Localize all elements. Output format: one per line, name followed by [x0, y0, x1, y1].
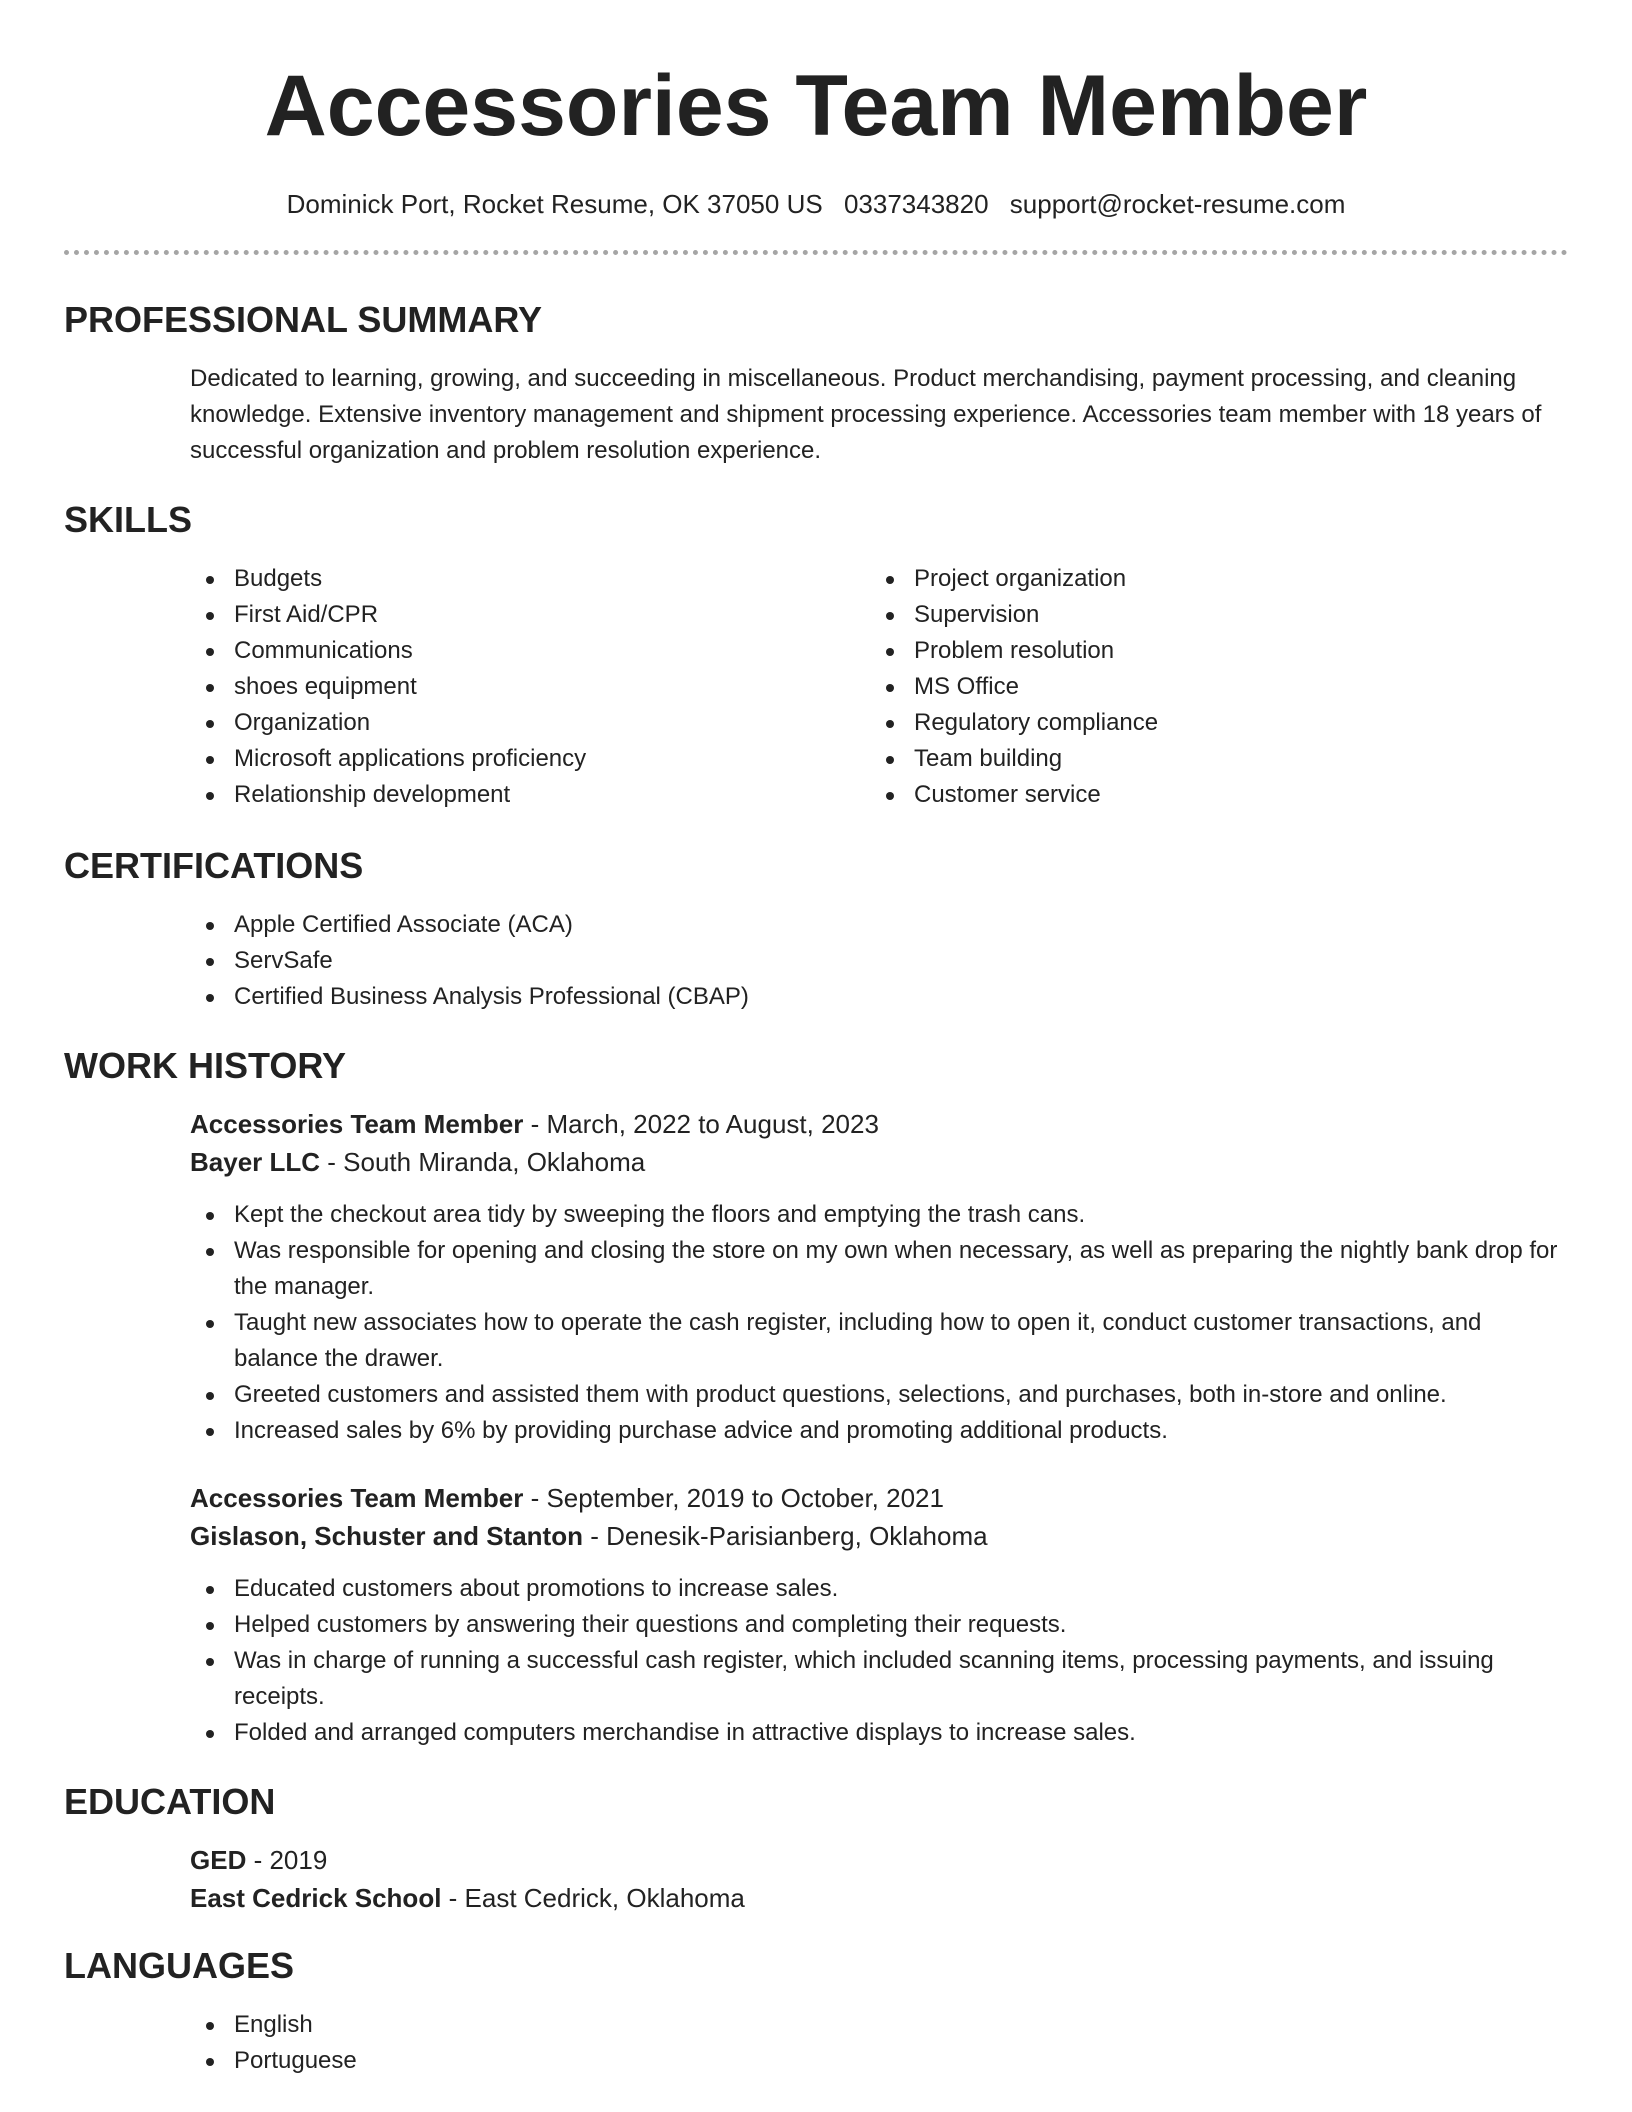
job-bullet: Helped customers by answering their questions and completing their requests.: [190, 1607, 1568, 1643]
education-degree-line: [190, 1841, 1568, 1879]
job-entry: [190, 1479, 1568, 1751]
skill-item: Relationship development: [190, 777, 870, 813]
section-certifications: [64, 845, 1568, 1015]
job-bullet: Educated customers about promotions to increase sales.: [190, 1571, 1568, 1607]
skill-item: Microsoft applications proficiency: [190, 741, 870, 777]
skill-item: Communications: [190, 633, 870, 669]
section-title-education: EDUCATION: [64, 1781, 276, 1822]
education-year: - 2019: [246, 1845, 328, 1875]
skill-item: Regulatory compliance: [870, 705, 1550, 741]
languages-list: [190, 2007, 1568, 2079]
skills-list-right: [870, 561, 1550, 813]
contact-line: [64, 188, 1568, 220]
skills-grid: [190, 561, 1568, 813]
section-title-skills: SKILLS: [64, 499, 193, 540]
skill-item: Supervision: [870, 597, 1550, 633]
job-title-line: [190, 1105, 1568, 1143]
skill-item: MS Office: [870, 669, 1550, 705]
education-location: - East Cedrick, Oklahoma: [441, 1883, 745, 1913]
job-bullets: [190, 1197, 1568, 1449]
job-dates: - September, 2019 to October, 2021: [523, 1483, 944, 1513]
header-divider: [64, 250, 1568, 255]
summary-body: [190, 361, 1568, 469]
resume-name: Accessories Team Member: [264, 58, 1368, 154]
section-work-history: [64, 1045, 1568, 1751]
section-summary: [64, 299, 1568, 469]
certification-item: ServSafe: [190, 943, 1568, 979]
job-company: Gislason, Schuster and Stanton: [190, 1521, 583, 1551]
resume-header: [64, 0, 1568, 220]
education-school: East Cedrick School: [190, 1883, 442, 1913]
job-bullet: Greeted customers and assisted them with product questions, selections, and purchases, both in-store and online.: [190, 1377, 1568, 1413]
certification-item: Apple Certified Associate (ACA): [190, 907, 1568, 943]
education-school-line: [190, 1879, 1568, 1917]
job-location: - South Miranda, Oklahoma: [320, 1147, 646, 1177]
section-education: [64, 1781, 1568, 1917]
language-item: English: [190, 2007, 1568, 2043]
languages-body: [190, 2007, 1568, 2079]
section-title-languages: LANGUAGES: [64, 1945, 295, 1986]
skill-item: Customer service: [870, 777, 1550, 813]
job-title-line: [190, 1479, 1568, 1517]
job-bullet: Was in charge of running a successful cash register, which included scanning items, processing payments, and issuing receipts.: [190, 1643, 1568, 1715]
skill-item: Project organization: [870, 561, 1550, 597]
section-title-work: WORK HISTORY: [64, 1045, 347, 1086]
contact-email: support@rocket-resume.com: [1009, 189, 1346, 219]
job-company-line: [190, 1517, 1568, 1555]
job-bullet: Taught new associates how to operate the cash register, including how to open it, conduct customer transactions, and balance the drawer.: [190, 1305, 1568, 1377]
job-role: Accessories Team Member: [190, 1109, 524, 1139]
education-entry: [190, 1841, 1568, 1917]
job-company-line: [190, 1143, 1568, 1181]
job-dates: - March, 2022 to August, 2023: [523, 1109, 879, 1139]
job-bullets: [190, 1571, 1568, 1751]
section-languages: [64, 1945, 1568, 2079]
skill-item: First Aid/CPR: [190, 597, 870, 633]
education-degree: GED: [190, 1845, 247, 1875]
job-bullet: Folded and arranged computers merchandise in attractive displays to increase sales.: [190, 1715, 1568, 1751]
language-item: Portuguese: [190, 2043, 1568, 2079]
section-title-certifications: CERTIFICATIONS: [64, 845, 364, 886]
skills-list-left: [190, 561, 870, 813]
resume-page: [64, 0, 1568, 2112]
skill-item: Problem resolution: [870, 633, 1550, 669]
contact-address: Dominick Port, Rocket Resume, OK 37050 US: [286, 189, 823, 219]
skill-item: Budgets: [190, 561, 870, 597]
job-bullet: Kept the checkout area tidy by sweeping the floors and emptying the trash cans.: [190, 1197, 1568, 1233]
certification-item: Certified Business Analysis Professional (CBAP): [190, 979, 1568, 1015]
contact-phone: 0337343820: [843, 189, 989, 219]
certifications-list: [190, 907, 1568, 1015]
job-location: - Denesik-Parisianberg, Oklahoma: [582, 1521, 988, 1551]
job-bullet: Was responsible for opening and closing the store on my own when necessary, as well as preparing the nightly bank drop for the manager.: [190, 1233, 1568, 1305]
section-skills: [64, 499, 1568, 813]
skill-item: Team building: [870, 741, 1550, 777]
certifications-body: [190, 907, 1568, 1015]
job-entry: [190, 1105, 1568, 1449]
skill-item: shoes equipment: [190, 669, 870, 705]
job-role: Accessories Team Member: [190, 1483, 524, 1513]
summary-text: Dedicated to learning, growing, and succeeding in miscellaneous. Product merchandising, payment processing, and cleaning knowledge. Extensive inventory management and shipment processing experience. Accessories team member with 18 years of successful organization and problem resolution experience.: [190, 365, 1542, 464]
section-title-summary: PROFESSIONAL SUMMARY: [64, 299, 543, 340]
job-company: Bayer LLC: [190, 1147, 321, 1177]
skill-item: Organization: [190, 705, 870, 741]
job-bullet: Increased sales by 6% by providing purchase advice and promoting additional products.: [190, 1413, 1568, 1449]
